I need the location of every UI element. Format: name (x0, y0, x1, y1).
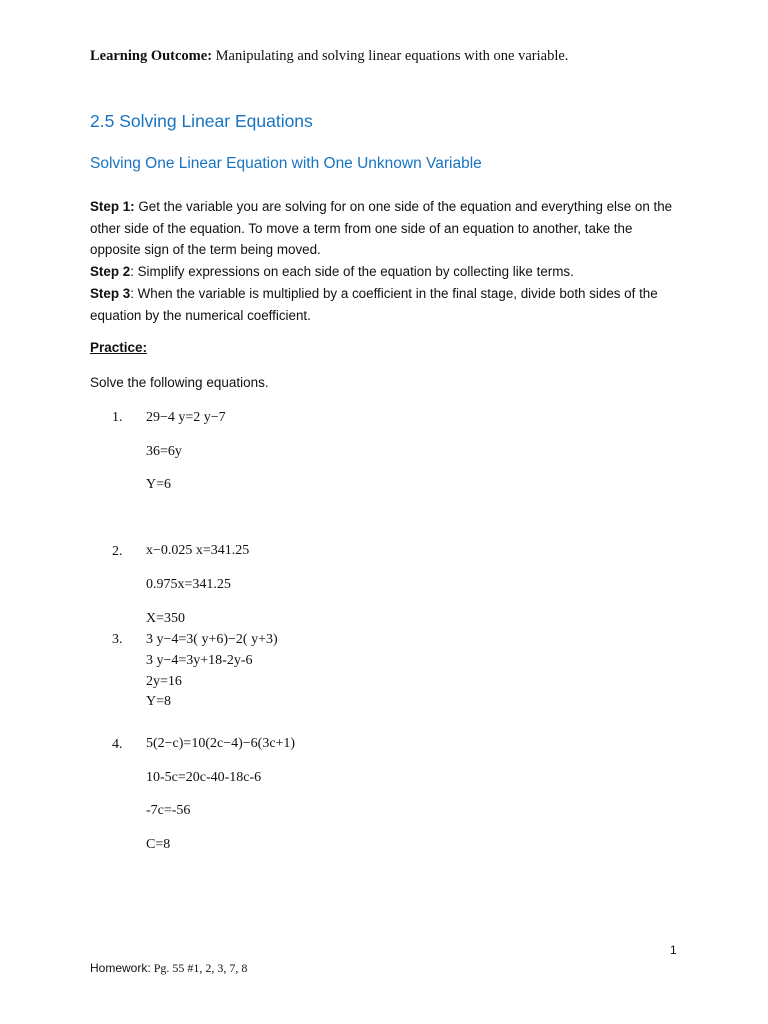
work-line: X=350 (146, 611, 186, 626)
work-line: 10-5c=20c-40-18c-6 (146, 770, 262, 785)
homework-label: Homework: (90, 961, 151, 975)
learning-outcome-text: Manipulating and solving linear equations with one variable. (212, 48, 569, 64)
step-2 (90, 261, 680, 283)
problem-equation: 5(2−c)=10(2c−4)−6(3c+1) (146, 736, 296, 751)
step-text: : Simplify expressions on each side of the equation by collecting like terms. (130, 264, 574, 280)
instruction-text: Solve the following equations. (90, 375, 269, 390)
work-line: Y=8 (146, 694, 172, 709)
step-label: Step 2 (90, 264, 131, 280)
problem-number: 1. (112, 410, 123, 425)
practice-heading: Practice: (90, 340, 148, 355)
work-line: 3 y−4=3y+18-2y-6 (146, 653, 253, 668)
step-label: Step 1: (90, 199, 135, 214)
learning-outcome (90, 48, 568, 65)
step-label: Step 3 (90, 285, 131, 301)
homework-footer (90, 961, 247, 976)
work-line: C=8 (146, 837, 171, 852)
homework-text: Pg. 55 #1, 2, 3, 7, 8 (150, 961, 248, 975)
work-line: -7c=-56 (146, 803, 191, 818)
step-3 (90, 283, 680, 326)
problem-number: 4. (112, 737, 123, 752)
problem-number: 2. (112, 544, 123, 559)
work-line: 2y=16 (146, 674, 182, 689)
problem-equation: x−0.025 x=341.25 (146, 543, 250, 558)
learning-outcome-label: Learning Outcome: (90, 48, 213, 64)
steps-block (90, 196, 680, 326)
subsection-title: Solving One Linear Equation with One Unknown Variable (90, 155, 482, 172)
work-line: 36=6y (146, 444, 182, 459)
problem-number: 3. (112, 632, 123, 647)
page-number: 1 (670, 943, 677, 957)
step-text: Get the variable you are solving for on one side of the equation and everything else on the other side of the equation. To move a term from one side of an equation to another, take the opposite sign of the term being moved. (90, 199, 673, 258)
step-text: : When the variable is multiplied by a coefficient in the final stage, divide both sides of the equation by the numerical coefficient. (90, 285, 658, 323)
work-line: 0.975x=341.25 (146, 577, 231, 592)
problem-equation: 29−4 y=2 y−7 (146, 410, 226, 425)
section-title: 2.5 Solving Linear Equations (90, 111, 313, 131)
step-1 (90, 196, 680, 261)
problem-equation: 3 y−4=3( y+6)−2( y+3) (146, 632, 278, 647)
work-line: Y=6 (146, 477, 172, 492)
